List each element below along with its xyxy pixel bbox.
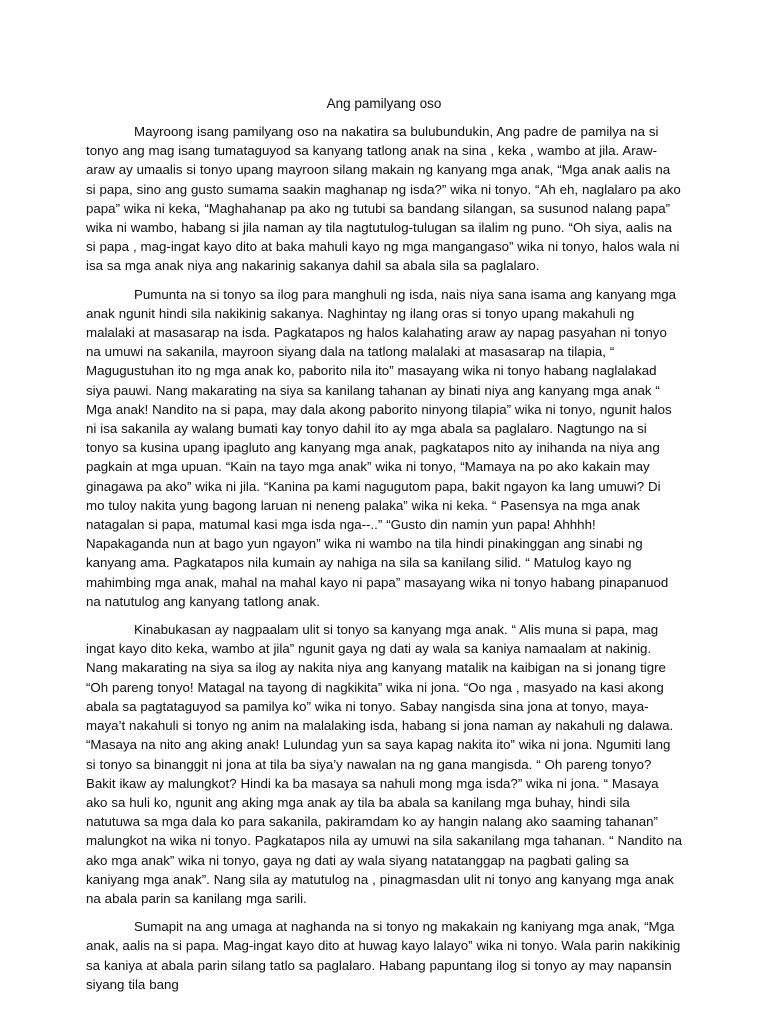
paragraph: Pumunta na si tonyo sa ilog para manghuli ng isda, nais niya sana isama ang kanyang mga anak ngunit hindi sila nakikinig sakanya. Naghintay ng ilang oras si tonyo upang makahuli ng malalaki at masasarap na isda. Pagkatapos ng halos kalahating araw ay napag pasyahan ni tonyo na umuwi na sakanila, mayroon siyang dala na tatlong malalaki at masasarap na tilapia, “ Magugustuhan ito ng mga anak ko, paborito nila ito” masayang wika ni tonyo habang naglalakad siya pauwi. Nang makarating na siya sa kanilang tahanan ay binati niya ang kanyang mga anak “ Mga anak! Nandito na si papa, may dala akong paborito ninyong tilapia” wika ni tonyo, ngunit halos ni isa sakanila ay walang bumati kay tonyo dahil ito ay mga abala sa paglalaro. Nagtungo na si tonyo sa kusina upang ipagluto ang kanyang mga anak, pagkatapos nito ay inihanda na niya ang pagkain at mga upuan. “Kain na tayo mga anak” wika ni tonyo, “Mamaya na po ako kakain may ginagawa pa ako” wika ni jila. “Kanina pa kami nagugutom papa, bakit ngayon ka lang umuwi? Di mo tuloy nakita yung bagong laruan ni neneng palaka” wika ni keka. “ Pasensya na mga anak natagalan si papa, matumal kasi mga isda nga--..” “Gusto din namin yun papa! Ahhhh! Napakaganda nun at bago yun ngayon” wika ni wambo na tila hindi pinakinggan ang sinabi ng kanyang ama. Pagkatapos nila kumain ay nahiga na sila sa kanilang silid. “ Matulog kayo ng mahimbing mga anak, mahal na mahal kayo ni papa” masayang wika ni tonyo habang pinapanuod na natutulog ang kanyang tatlong anak.: [86, 286, 677, 609]
paragraph: Sumapit na ang umaga at naghanda na si tonyo ng makakain ng kaniyang mga anak, “Mga anak, aalis na si papa. Mag-ingat kayo dito at huwag kayo lalayo” wika ni tonyo. Wala parin nakikinig sa kaniya at abala parin silang tatlo sa paglalaro. Habang papuntang ilog si tonyo ay may napansin siyang tila bang: [86, 919, 681, 992]
document-body: [86, 122, 682, 1003]
paragraph: Mayroong isang pamilyang oso na nakatira sa bulubundukin, Ang padre de pamilya na si tonyo ang mag isang tumataguyod sa kanyang tatlong anak na sina , keka , wambo at jila. Araw-araw ay umaalis si tonyo upang mayroon silang makain ng kanyang mga anak, “Mga anak aalis na si papa, sino ang gusto sumama saakin maghanap ng isda?” wika ni tonyo. “Ah eh, naglalaro pa ako papa” wika ni keka, “Maghahanap pa ako ng tutubi sa bandang silangan, sa susunod nalang papa” wika ni wambo, habang si jila naman ay tila nagtutulog-tulugan sa ilalim ng puno. “Oh siya, aalis na si papa , mag-ingat kayo dito at baka mahuli kayo ng mga mangangaso” wika ni tonyo, halos wala ni isa sa mga anak niya ang nakarinig sakanya dahil sa abala sila sa paglalaro.: [86, 124, 681, 274]
document-title: Ang pamilyang oso: [326, 96, 442, 111]
paragraph: Kinabukasan ay nagpaalam ulit si tonyo sa kanyang mga anak. “ Alis muna si papa, mag ingat kayo dito keka, wambo at jila” ngunit gaya ng dati ay wala sa kaniya namaalam at nakinig. Nang makarating na siya sa ilog ay nakita niya ang kanyang matalik na kaibigan na si jonang tigre “Oh pareng tonyo! Matagal na tayong di nagkikita” wika ni jona. “Oo nga , masyado na kasi akong abala sa pagtataguyod sa pamilya ko” wika ni tonyo. Sabay nangisda sina jona at tonyo, maya-maya’t nakahuli si tonyo ng anim na malalaking isda, habang si jona naman ay nakahuli ng dalawa. “Masaya na nito ang aking anak! Lulundag yun sa saya kapag nakita ito” wika ni jona. Ngumiti lang si tonyo sa binanggit ni jona at tila ba siya’y nawalan na ng gana mangisda. “ Oh pareng tonyo? Bakit ikaw ay malungkot? Hindi ka ba masaya sa nahuli mong mga isda?” wika ni jona. “ Masaya ako sa huli ko, ngunit ang aking mga anak ay tila ba abala sa kanilang mga buhay, hindi sila natutuwa sa mga dala ko para sakanila, pakiramdam ko ay hangin nalang ako saaming tahanan” malungkot na wika ni tonyo. Pagkatapos nila ay umuwi na sila sakanilang mga tahanan. “ Nandito na ako mga anak” wika ni tonyo, gaya ng dati ay wala siyang natatanggap na pagbati galing sa kaniyang mga anak”. Nang sila ay matutulog na , pinagmasdan ulit ni tonyo ang kanyang mga anak na abala parin sa kanilang mga sarili.: [86, 622, 683, 906]
